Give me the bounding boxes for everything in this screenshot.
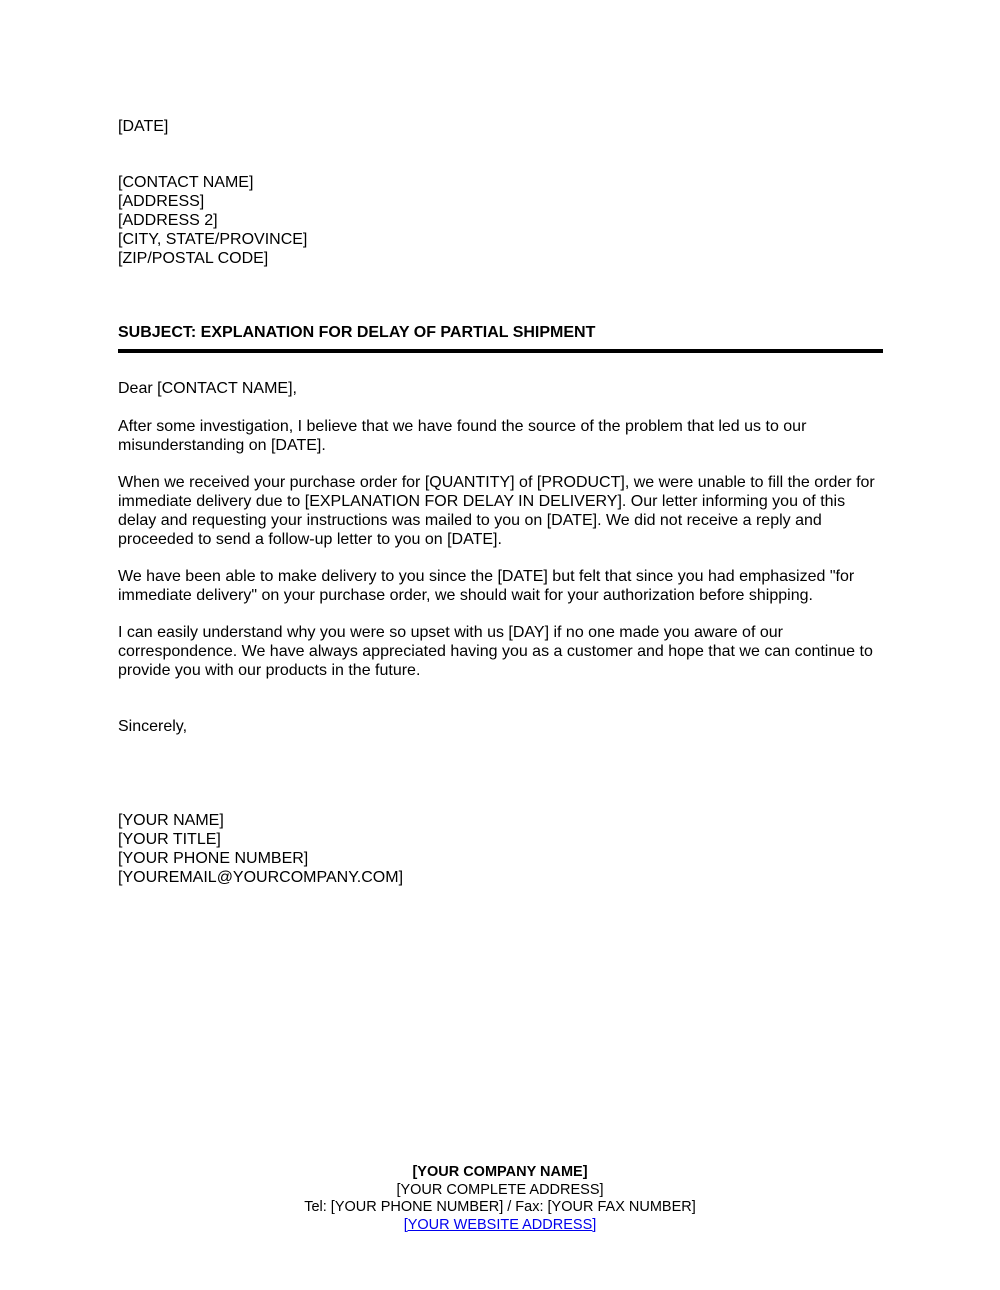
salutation: Dear [CONTACT NAME], [118, 380, 297, 397]
recipient-address-block [118, 173, 883, 268]
signature-name: [YOUR NAME] [118, 812, 224, 829]
recipient-city-state: [CITY, STATE/PROVINCE] [118, 231, 308, 248]
subject-line: SUBJECT: EXPLANATION FOR DELAY OF PARTIAL SHIPMENT [118, 324, 596, 341]
recipient-contact-name: [CONTACT NAME] [118, 174, 254, 191]
footer-company-name: [YOUR COMPANY NAME] [412, 1164, 588, 1180]
letter-date-block [118, 117, 883, 136]
closing: Sincerely, [118, 718, 188, 735]
signature-block [118, 811, 883, 887]
footer-website-row [0, 1217, 1000, 1235]
footer-address: [YOUR COMPLETE ADDRESS] [396, 1181, 604, 1198]
recipient-zip: [ZIP/POSTAL CODE] [118, 250, 269, 267]
body-paragraph-4: I can easily understand why you were so upset with us [DAY] if no one made you aware of our correspondence. We have always appreciated having you as a customer and hope that we can continue to provide you with our products in the future. [118, 624, 873, 679]
body-paragraph-2: When we received your purchase order for [QUANTITY] of [PRODUCT], we were unable to fill the order for immediate delivery due to [EXPLANATION FOR DELAY IN DELIVERY]. Our letter informing you of this delay and requesting your instructions was mailed to you on [DATE]. We did not receive a reply and proceeded to send a follow-up letter to you on [DATE]. [118, 474, 875, 548]
recipient-address-2: [ADDRESS 2] [118, 212, 218, 229]
salutation-block [118, 379, 883, 398]
letterhead-footer [0, 1164, 1000, 1234]
signature-email: [YOUREMAIL@YOURCOMPANY.COM] [118, 869, 404, 886]
body-paragraph-3: We have been able to make delivery to you since the [DATE] but felt that since you had emphasized "for immediate delivery" on your purchase order, we should wait for your authorization before shipping. [118, 568, 855, 604]
recipient-address: [ADDRESS] [118, 193, 205, 210]
subject-line-block [118, 323, 883, 342]
footer-contact-line: Tel: [YOUR PHONE NUMBER] / Fax: [YOUR FAX NUMBER] [304, 1199, 696, 1215]
letter-date: [DATE] [118, 118, 169, 135]
signature-title: [YOUR TITLE] [118, 831, 221, 848]
body-paragraph-1: After some investigation, I believe that we have found the source of the problem that led us to our misunderstanding on [DATE]. [118, 418, 807, 454]
subject-divider [118, 349, 883, 353]
closing-block [118, 717, 883, 736]
footer-website-link[interactable]: [YOUR WEBSITE ADDRESS] [403, 1216, 597, 1233]
signature-phone: [YOUR PHONE NUMBER] [118, 850, 309, 867]
